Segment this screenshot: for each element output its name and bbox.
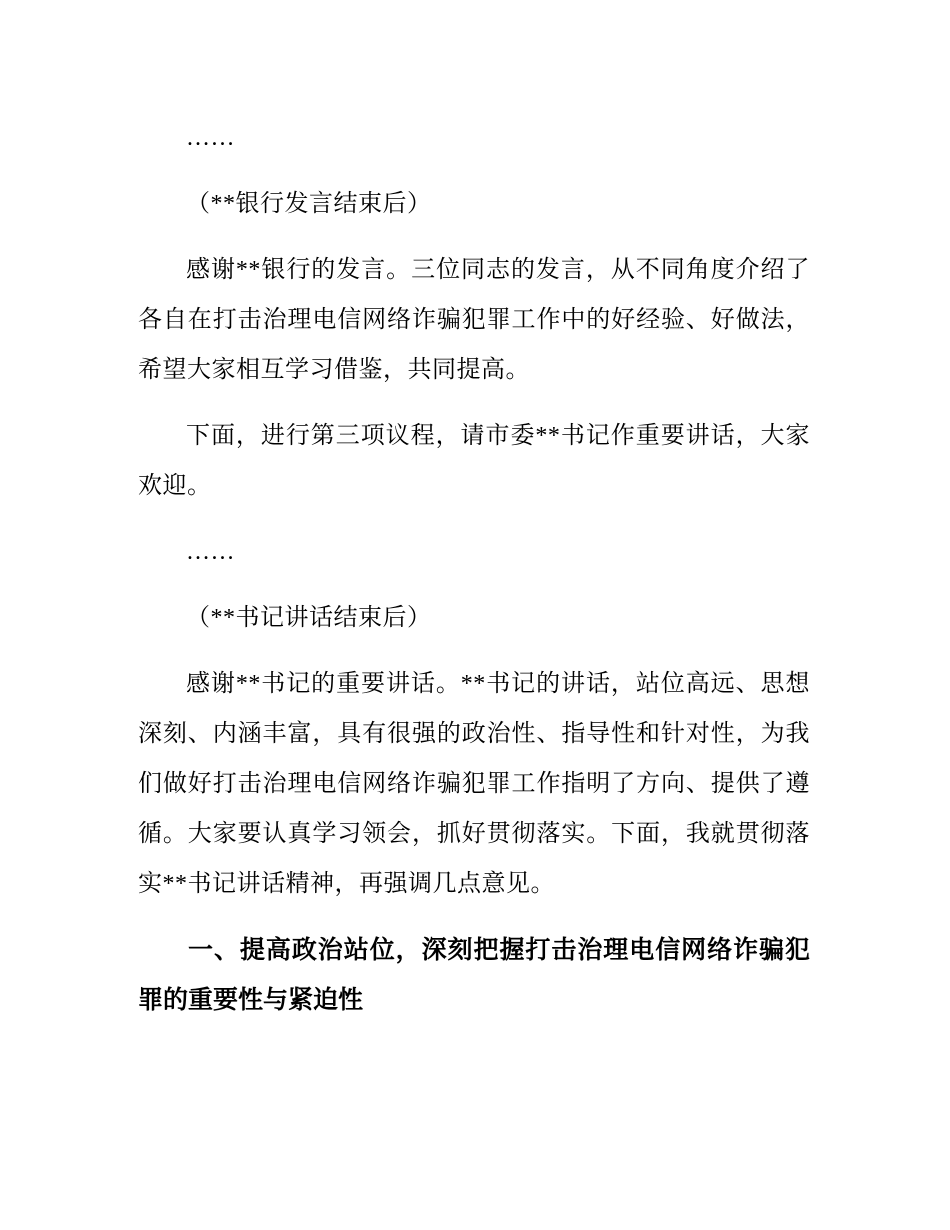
ellipsis-line: …… bbox=[186, 125, 235, 151]
body-paragraph-third-agenda: 下面，进行第三项议程，请市委**书记作重要讲话，大家欢迎。 bbox=[138, 423, 810, 499]
body-paragraph-thanks-secretary: 感谢**书记的重要讲话。**书记的讲话，站位高远、思想深刻、内涵丰富，具有很强的政治性、指导性和针对性，为我们做好打击治理电信网络诈骗犯罪工作指明了方向、提供了遵循。大家要认真学习领会，抓好贯彻落实。下面，我就贯彻落实**书记讲话精神，再强调几点意见。 bbox=[138, 671, 810, 897]
stage-direction-secretary: （**书记讲话结束后） bbox=[186, 605, 432, 631]
body-paragraph-thanks-bank: 感谢**银行的发言。三位同志的发言，从不同角度介绍了各自在打击治理电信网络诈骗犯罪工作中的好经验、好做法，希望大家相互学习借鉴，共同提高。 bbox=[138, 257, 810, 383]
ellipsis-line: …… bbox=[186, 539, 235, 565]
section-heading: 一、提高政治站位，深刻把握打击治理电信网络诈骗犯罪的重要性与紧迫性 bbox=[138, 936, 810, 1014]
stage-direction-bank: （**银行发言结束后） bbox=[186, 191, 432, 217]
